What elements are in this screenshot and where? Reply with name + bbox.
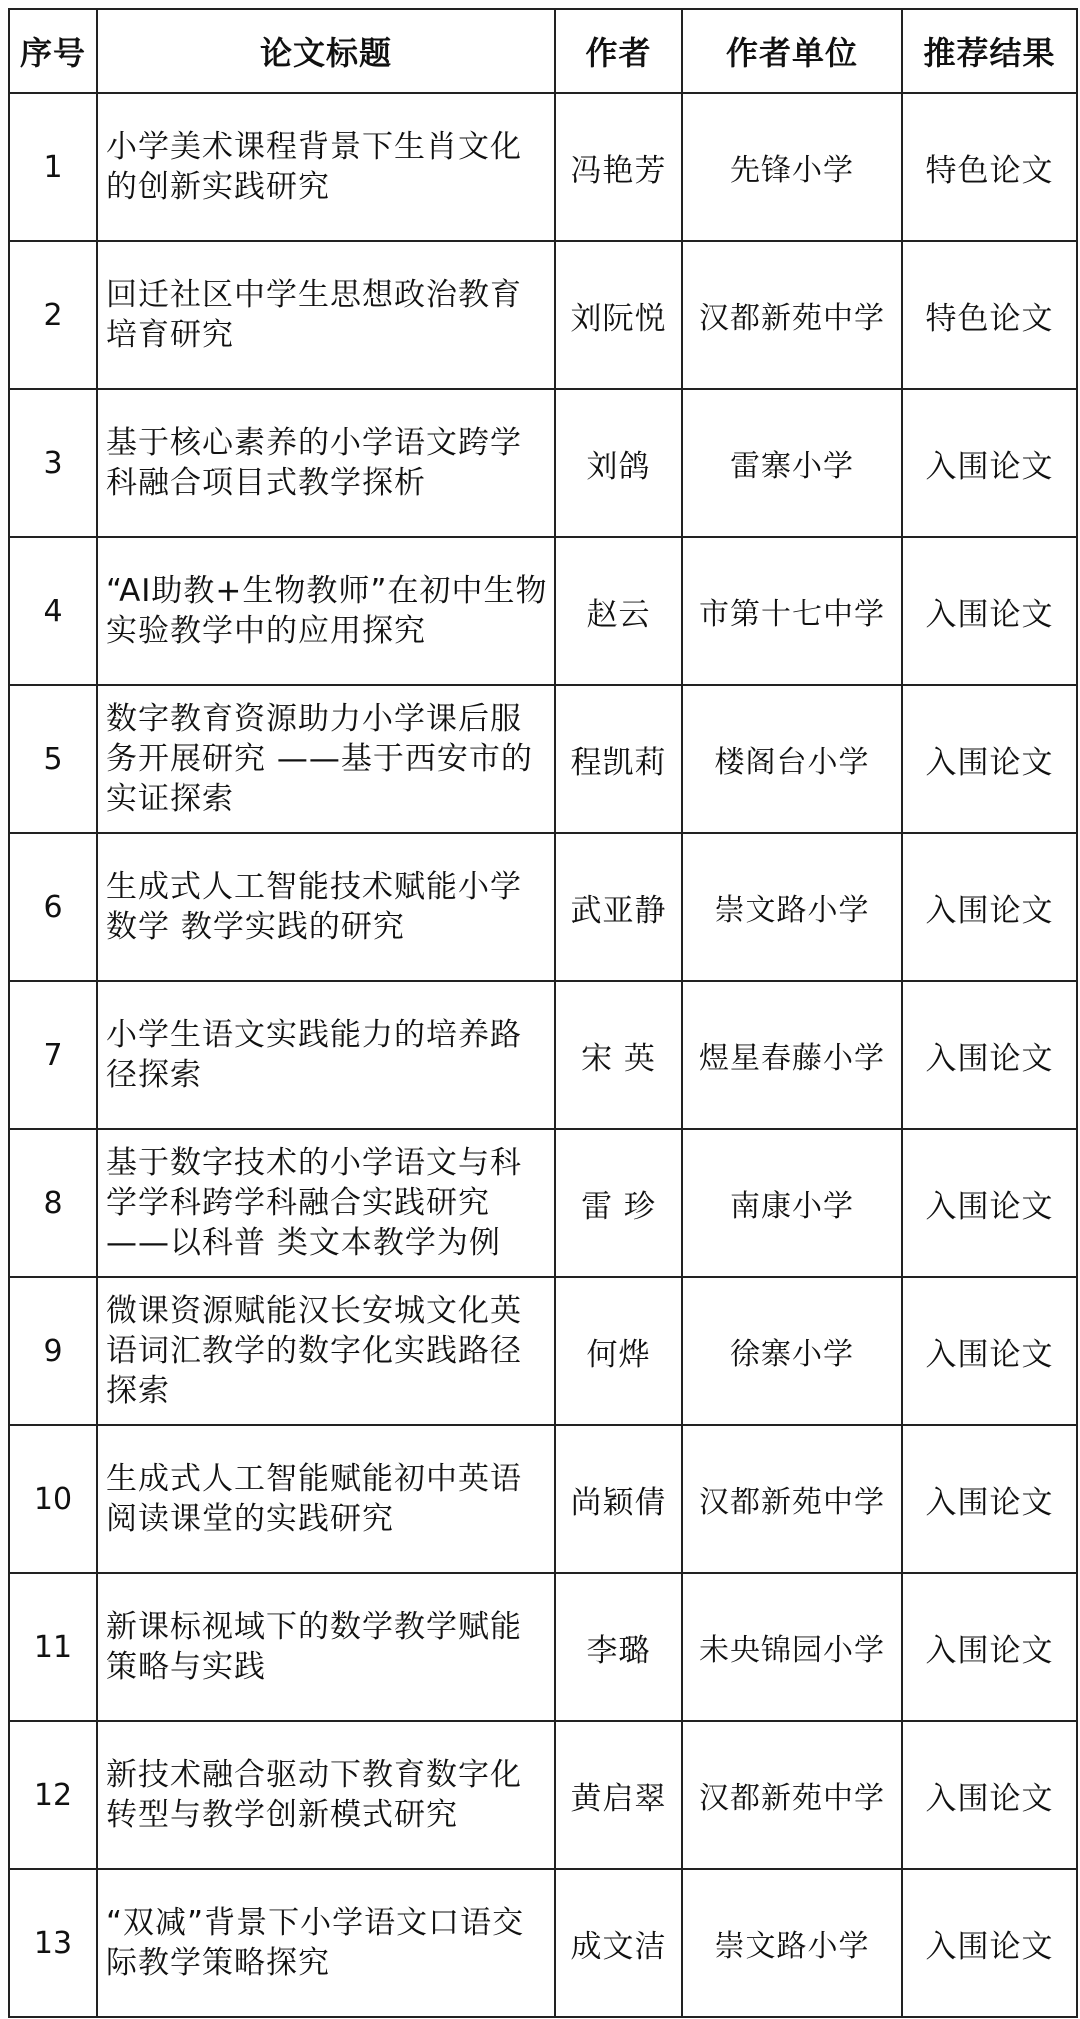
cell-unit: 崇文路小学 [682,1869,902,2017]
table-row [9,1721,1077,1869]
cell-unit: 未央锦园小学 [682,1573,902,1721]
cell-unit: 汉都新苑中学 [682,1721,902,1869]
cell-no: 6 [9,833,97,981]
cell-result: 入围论文 [902,833,1077,981]
cell-author: 何烨 [555,1277,682,1425]
cell-title: 小学美术课程背景下生肖文化的创新实践研究 [97,93,555,241]
cell-no: 10 [9,1425,97,1573]
cell-no: 1 [9,93,97,241]
cell-title: “双减”背景下小学语文口语交际教学策略探究 [97,1869,555,2017]
cell-unit: 崇文路小学 [682,833,902,981]
cell-author: 李璐 [555,1573,682,1721]
cell-no: 3 [9,389,97,537]
table-row [9,1129,1077,1277]
table-row [9,93,1077,241]
cell-author: 武亚静 [555,833,682,981]
cell-result: 入围论文 [902,1425,1077,1573]
header-author: 作者 [555,9,682,93]
cell-no: 4 [9,537,97,685]
cell-result: 特色论文 [902,241,1077,389]
cell-unit: 南康小学 [682,1129,902,1277]
cell-title: 新课标视域下的数学教学赋能策略与实践 [97,1573,555,1721]
cell-title: 回迁社区中学生思想政治教育培育研究 [97,241,555,389]
table-row [9,685,1077,833]
header-unit: 作者单位 [682,9,902,93]
cell-no: 9 [9,1277,97,1425]
cell-unit: 楼阁台小学 [682,685,902,833]
cell-author: 程凯莉 [555,685,682,833]
cell-title: 基于数字技术的小学语文与科学学科跨学科融合实践研究——以科普 类文本教学为例 [97,1129,555,1277]
cell-result: 入围论文 [902,1277,1077,1425]
paper-list-sheet [8,8,1076,2018]
cell-author: 赵云 [555,537,682,685]
cell-author: 黄启翠 [555,1721,682,1869]
cell-no: 5 [9,685,97,833]
cell-result: 入围论文 [902,389,1077,537]
table-row [9,1869,1077,2017]
cell-unit: 汉都新苑中学 [682,241,902,389]
cell-title: “AI助教+生物教师”在初中生物实验教学中的应用探究 [97,537,555,685]
cell-unit: 雷寨小学 [682,389,902,537]
cell-title: 数字教育资源助力小学课后服务开展研究 ——基于西安市的实证探索 [97,685,555,833]
paper-recommendation-table [8,8,1078,2018]
cell-no: 12 [9,1721,97,1869]
header-no: 序号 [9,9,97,93]
cell-unit: 市第十七中学 [682,537,902,685]
cell-title: 生成式人工智能技术赋能小学数学 教学实践的研究 [97,833,555,981]
table-row [9,537,1077,685]
cell-title: 新技术融合驱动下教育数字化转型与教学创新模式研究 [97,1721,555,1869]
cell-unit: 汉都新苑中学 [682,1425,902,1573]
cell-author: 雷 珍 [555,1129,682,1277]
cell-author: 刘鸽 [555,389,682,537]
table-row [9,241,1077,389]
cell-unit: 徐寨小学 [682,1277,902,1425]
cell-no: 11 [9,1573,97,1721]
table-row [9,833,1077,981]
cell-title: 基于核心素养的小学语文跨学科融合项目式教学探析 [97,389,555,537]
cell-author: 成文洁 [555,1869,682,2017]
cell-title: 微课资源赋能汉长安城文化英语词汇教学的数字化实践路径探索 [97,1277,555,1425]
cell-author: 尚颖倩 [555,1425,682,1573]
table-row [9,1277,1077,1425]
header-result: 推荐结果 [902,9,1077,93]
header-title: 论文标题 [97,9,555,93]
cell-author: 刘阮悦 [555,241,682,389]
cell-unit: 先锋小学 [682,93,902,241]
header-row [9,9,1077,93]
cell-no: 13 [9,1869,97,2017]
cell-result: 特色论文 [902,93,1077,241]
table-row [9,389,1077,537]
table-body [9,93,1077,2017]
cell-unit: 煜星春藤小学 [682,981,902,1129]
cell-result: 入围论文 [902,685,1077,833]
cell-no: 8 [9,1129,97,1277]
table-row [9,1573,1077,1721]
cell-result: 入围论文 [902,537,1077,685]
cell-title: 生成式人工智能赋能初中英语阅读课堂的实践研究 [97,1425,555,1573]
cell-author: 冯艳芳 [555,93,682,241]
cell-result: 入围论文 [902,1573,1077,1721]
cell-no: 7 [9,981,97,1129]
table-row [9,981,1077,1129]
table-header [9,9,1077,93]
cell-no: 2 [9,241,97,389]
cell-result: 入围论文 [902,1721,1077,1869]
cell-result: 入围论文 [902,1129,1077,1277]
table-row [9,1425,1077,1573]
cell-author: 宋 英 [555,981,682,1129]
cell-title: 小学生语文实践能力的培养路径探索 [97,981,555,1129]
cell-result: 入围论文 [902,981,1077,1129]
cell-result: 入围论文 [902,1869,1077,2017]
